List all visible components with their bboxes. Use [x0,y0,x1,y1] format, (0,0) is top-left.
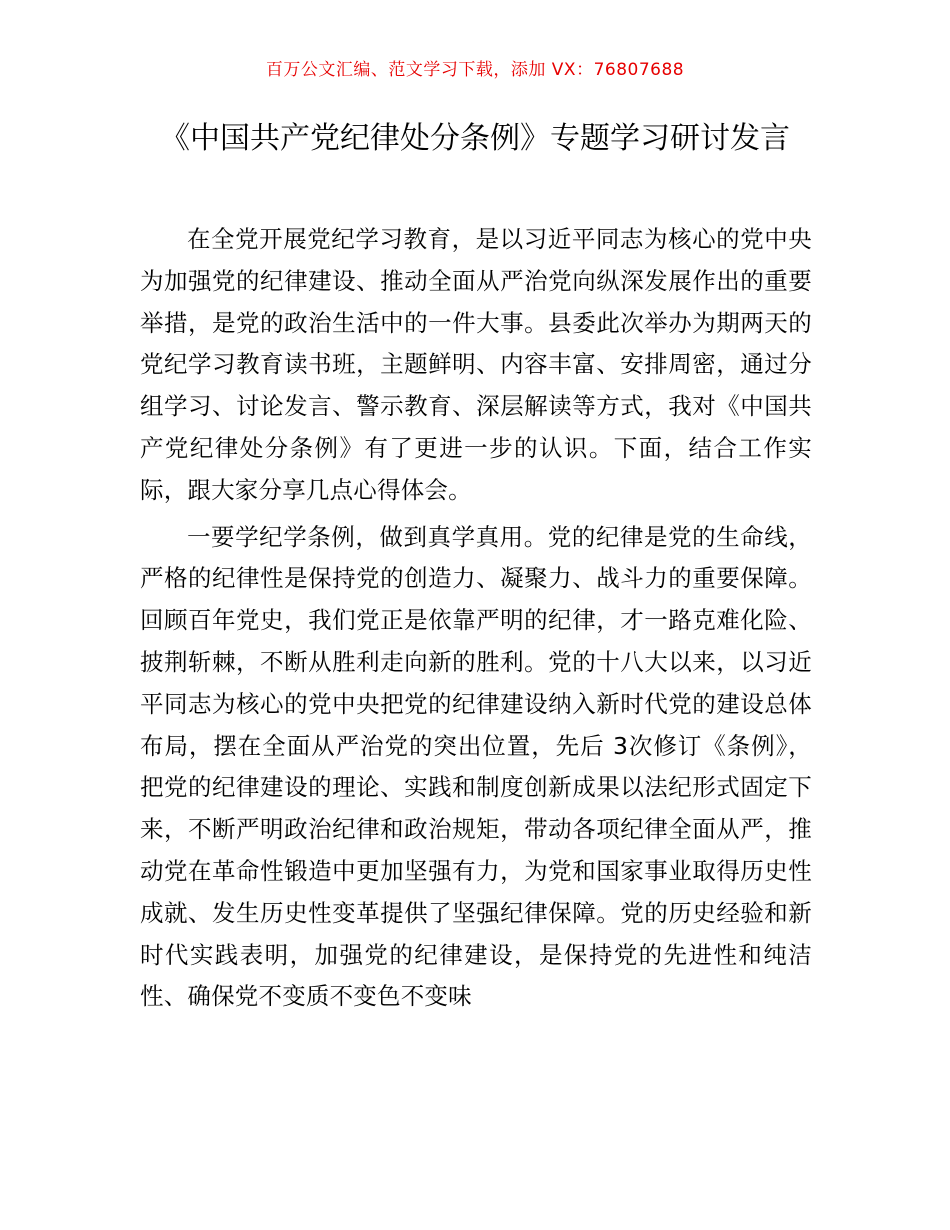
paragraph-intro: 在全党开展党纪学习教育，是以习近平同志为核心的党中央为加强党的纪律建设、推动全面从严治党向纵深发展作出的重要举措，是党的政治生活中的一件大事。县委此次举办为期两天的党纪学习教育读书班，主题鲜明、内容丰富、安排周密，通过分组学习、讨论发言、警示教育、深层解读等方式，我对《中国共产党纪律处分条例》有了更进一步的认识。下面，结合工作实际，跟大家分享几点心得体会。 [140,225,812,504]
document-title: 《中国共产党纪律处分条例》专题学习研讨发言 [160,121,790,156]
paragraph-point-one: 一要学纪学条例，做到真学真用。党的纪律是党的生命线，严格的纪律性是保持党的创造力、凝聚力、战斗力的重要保障。回顾百年党史，我们党正是依靠严明的纪律，才一路克难化险、披荆斩棘，不断从胜利走向新的胜利。党的十八大以来，以习近平同志为核心的党中央把党的纪律建设纳入新时代党的建设总体布局，摆在全面从严治党的突出位置，先后 3次修订《条例》，把党的纪律建设的理论、实践和制度创新成果以法纪形式固定下来，不断严明政治纪律和政治规矩，带动各项纪律全面从严，推动党在革命性锻造中更加坚强有力，为党和国家事业取得历史性成就、发生历史性变革提供了坚强纪律保障。党的历史经验和新时代实践表明，加强党的纪律建设，是保持党的先进性和纯洁性、确保党不变质不变色不变味 [140,522,812,1011]
watermark-header: 百万公文汇编、范文学习下载，添加 VX：76807688 [265,60,685,80]
document-body [140,219,812,1018]
